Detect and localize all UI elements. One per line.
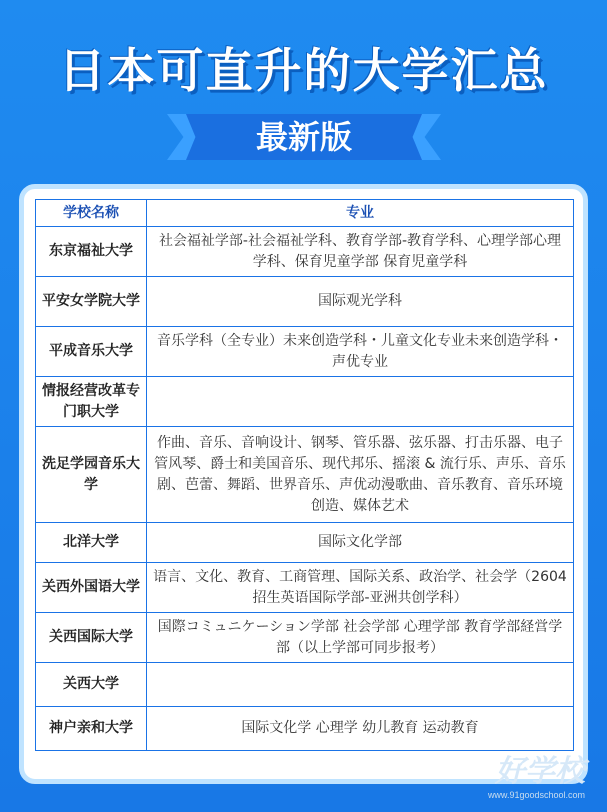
school-name: 关西外国语大学 <box>36 563 147 613</box>
school-name: 平成音乐大学 <box>36 327 147 377</box>
table-row <box>36 563 574 613</box>
watermark-logo: 好学校 <box>495 755 585 788</box>
school-major <box>147 663 574 707</box>
school-major: 国際コミュニケーション学部 社会学部 心理学部 教育学部経営学部（以上学部可同步报考） <box>147 613 574 663</box>
school-major: 社会福祉学部-社会福祉学科、教育学部-教育学科、心理学部心理学科、保育児童学部 保育児童学科 <box>147 227 574 277</box>
school-name: 东京福祉大学 <box>36 227 147 277</box>
table-row <box>36 227 574 277</box>
table-row <box>36 277 574 327</box>
school-major: 国际观光学科 <box>147 277 574 327</box>
column-header-major: 专业 <box>147 200 574 227</box>
watermark <box>488 746 585 800</box>
school-major: 音乐学科（全专业）未来创造学科・儿童文化专业未来创造学科・声优专业 <box>147 327 574 377</box>
school-name: 北洋大学 <box>36 523 147 563</box>
school-name: 关西国际大学 <box>36 613 147 663</box>
page-title: 日本可直升的大学汇总 <box>58 44 549 99</box>
school-major: 国际文化学 心理学 幼儿教育 运动教育 <box>147 707 574 751</box>
table-row <box>36 663 574 707</box>
table-row <box>36 327 574 377</box>
school-name: 情报经营改革专门职大学 <box>36 377 147 427</box>
university-table <box>35 199 574 751</box>
school-major: 国际文化学部 <box>147 523 574 563</box>
table-row <box>36 523 574 563</box>
subtitle: 最新版 <box>255 118 352 156</box>
table-row <box>36 613 574 663</box>
table-header-row <box>36 200 574 227</box>
school-name: 关西大学 <box>36 663 147 707</box>
school-major: 作曲、音乐、音响设计、钢琴、管乐器、弦乐器、打击乐器、电子管风琴、爵士和美国音乐、现代邦乐、摇滚 & 流行乐、声乐、音乐剧、芭蕾、舞蹈、世界音乐、声优动漫歌曲、音乐教育、音乐环境创造、媒体艺术 <box>147 427 574 523</box>
school-major: 语言、文化、教育、工商管理、国际关系、政治学、社会学（2604招生英语国际学部-亚洲共创学科） <box>147 563 574 613</box>
table-row <box>36 427 574 523</box>
table-row <box>36 707 574 751</box>
table-row <box>36 377 574 427</box>
school-name: 洗足学园音乐大学 <box>36 427 147 523</box>
watermark-url: www.91goodschool.com <box>487 790 585 800</box>
column-header-school: 学校名称 <box>36 200 147 227</box>
school-name: 平安女学院大学 <box>36 277 147 327</box>
school-major <box>147 377 574 427</box>
school-name: 神户亲和大学 <box>36 707 147 751</box>
